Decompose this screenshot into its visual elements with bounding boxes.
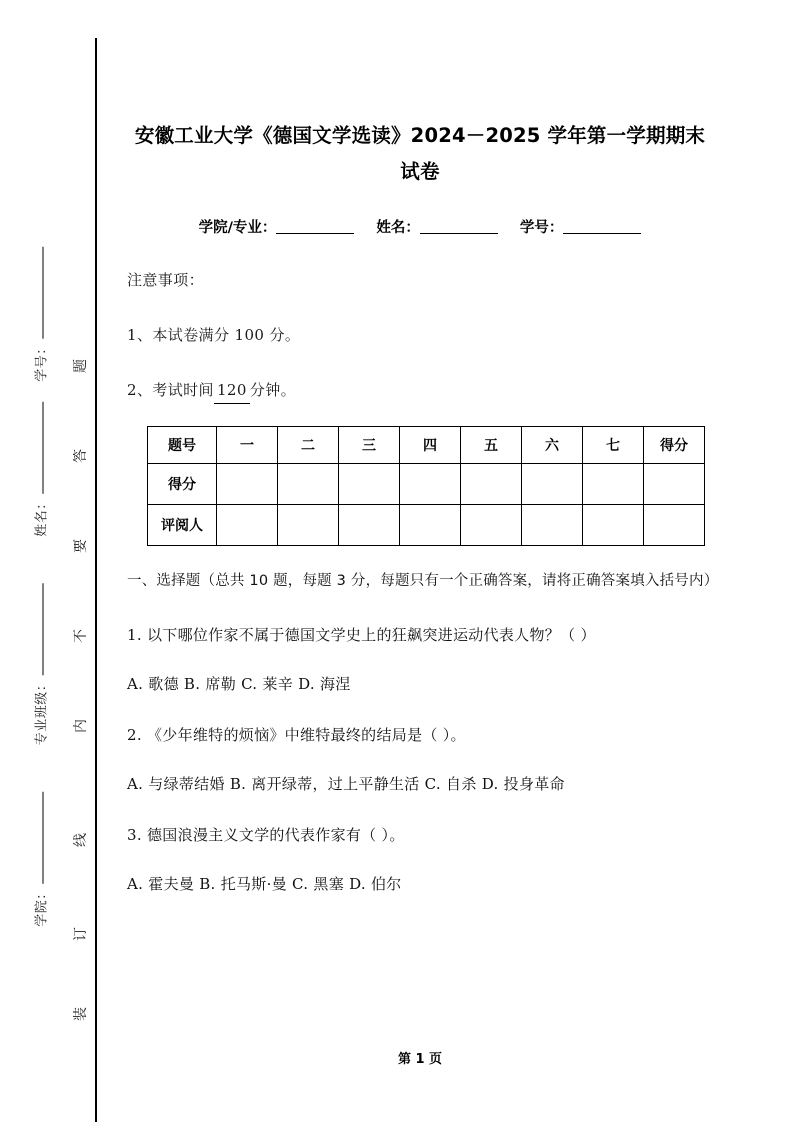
- notice-heading: 注意事项：: [127, 271, 205, 289]
- reviewer-cell[interactable]: [522, 505, 583, 546]
- column-header-total: 得分: [644, 427, 705, 464]
- student-info-row: [127, 216, 713, 237]
- college-major-label: 学院/专业：: [198, 220, 277, 236]
- column-header-6: 六: [522, 427, 583, 464]
- page-number: 第 1 页: [397, 1052, 443, 1067]
- page-title: 安徽工业大学《德国文学选读》2024－2025 学年第一学期期末试卷: [134, 124, 706, 183]
- score-cell[interactable]: [461, 464, 522, 505]
- question-3-text: 3. 德国浪漫主义文学的代表作家有（ ）。: [127, 826, 405, 844]
- binding-field-college-rule: [43, 792, 44, 884]
- notice-item-total-score: 1、本试卷满分 100 分。: [127, 326, 301, 344]
- notice-item-duration: [127, 377, 713, 404]
- binding-margin: [0, 0, 96, 1122]
- reviewer-cell[interactable]: [339, 505, 400, 546]
- question-1-options: A. 歌德 B. 席勒 C. 莱辛 D. 海涅: [127, 675, 351, 693]
- binding-field-college-label: 学院：: [34, 886, 50, 927]
- binding-warning-char: 题: [73, 359, 89, 373]
- binding-field-name-label: 姓名：: [34, 496, 50, 537]
- binding-field-student-id: [31, 247, 50, 382]
- column-header-3: 三: [339, 427, 400, 464]
- reviewer-cell[interactable]: [400, 505, 461, 546]
- score-cell[interactable]: [400, 464, 461, 505]
- notice-block: [127, 267, 713, 404]
- section-one-heading: 一、选择题（总共 10 题，每题 3 分，每题只有一个正确答案，请将正确答案填入括号内）: [127, 573, 719, 589]
- binding-warning-char: 不: [73, 629, 89, 643]
- student-id-label: 学号：: [519, 220, 564, 236]
- name-label: 姓名：: [376, 220, 420, 236]
- column-header-1: 一: [217, 427, 278, 464]
- question-2-options: A. 与绿蒂结婚 B. 离开绿蒂，过上平静生活 C. 自杀 D. 投身革命: [127, 775, 565, 793]
- page-footer: [127, 1048, 713, 1067]
- score-table: [147, 426, 705, 546]
- binding-warning-char: 订: [73, 927, 89, 941]
- binding-warning-char: 内: [73, 719, 89, 733]
- table-row-reviewers: [148, 505, 705, 546]
- column-header-2: 二: [278, 427, 339, 464]
- section-one: [127, 566, 719, 898]
- question-2-text: 2. 《少年维特的烦恼》中维特最终的结局是（ ）。: [127, 726, 466, 744]
- reviewer-cell-total[interactable]: [644, 505, 705, 546]
- binding-field-class: [31, 584, 50, 746]
- binding-student-fields-column: [22, 0, 58, 1122]
- column-header-4: 四: [400, 427, 461, 464]
- row-header-question-number: 题号: [148, 427, 217, 464]
- table-row-question-numbers: [148, 427, 705, 464]
- binding-warning-char: 装: [73, 1007, 89, 1021]
- question-3-options: A. 霍夫曼 B. 托马斯·曼 C. 黑塞 D. 伯尔: [127, 875, 402, 893]
- college-major-input[interactable]: [276, 233, 354, 234]
- score-cell[interactable]: [522, 464, 583, 505]
- score-cell[interactable]: [583, 464, 644, 505]
- student-id-input[interactable]: [563, 233, 641, 234]
- duration-value: 120: [214, 377, 250, 404]
- column-header-7: 七: [583, 427, 644, 464]
- score-cell[interactable]: [217, 464, 278, 505]
- table-row-scores: [148, 464, 705, 505]
- reviewer-cell[interactable]: [278, 505, 339, 546]
- question-1-text: 1. 以下哪位作家不属于德国文学史上的狂飙突进运动代表人物？（ ）: [127, 626, 596, 644]
- binding-field-name: [31, 402, 50, 537]
- duration-suffix: 分钟。: [249, 381, 296, 399]
- reviewer-cell[interactable]: [217, 505, 278, 546]
- row-header-score: 得分: [148, 464, 217, 505]
- row-header-reviewer: 评阅人: [148, 505, 217, 546]
- binding-warning-char: 答: [73, 449, 89, 463]
- binding-warning-char: 要: [73, 539, 89, 553]
- name-input[interactable]: [420, 233, 498, 234]
- reviewer-cell[interactable]: [583, 505, 644, 546]
- score-cell[interactable]: [339, 464, 400, 505]
- binding-line-rule: [95, 38, 97, 1122]
- reviewer-cell[interactable]: [461, 505, 522, 546]
- binding-warning-column: [66, 0, 94, 1122]
- column-header-5: 五: [461, 427, 522, 464]
- binding-field-name-rule: [43, 402, 44, 494]
- binding-field-class-label: 专业班级：: [34, 677, 50, 746]
- exam-paper-body: [127, 0, 719, 920]
- score-cell-total[interactable]: [644, 464, 705, 505]
- score-cell[interactable]: [278, 464, 339, 505]
- binding-warning-char: 线: [73, 833, 89, 847]
- binding-field-student-id-rule: [43, 247, 44, 339]
- duration-prefix: 2、考试时间: [127, 381, 214, 399]
- binding-field-class-rule: [43, 584, 44, 676]
- binding-field-college: [31, 792, 50, 927]
- binding-field-student-id-label: 学号：: [34, 341, 50, 382]
